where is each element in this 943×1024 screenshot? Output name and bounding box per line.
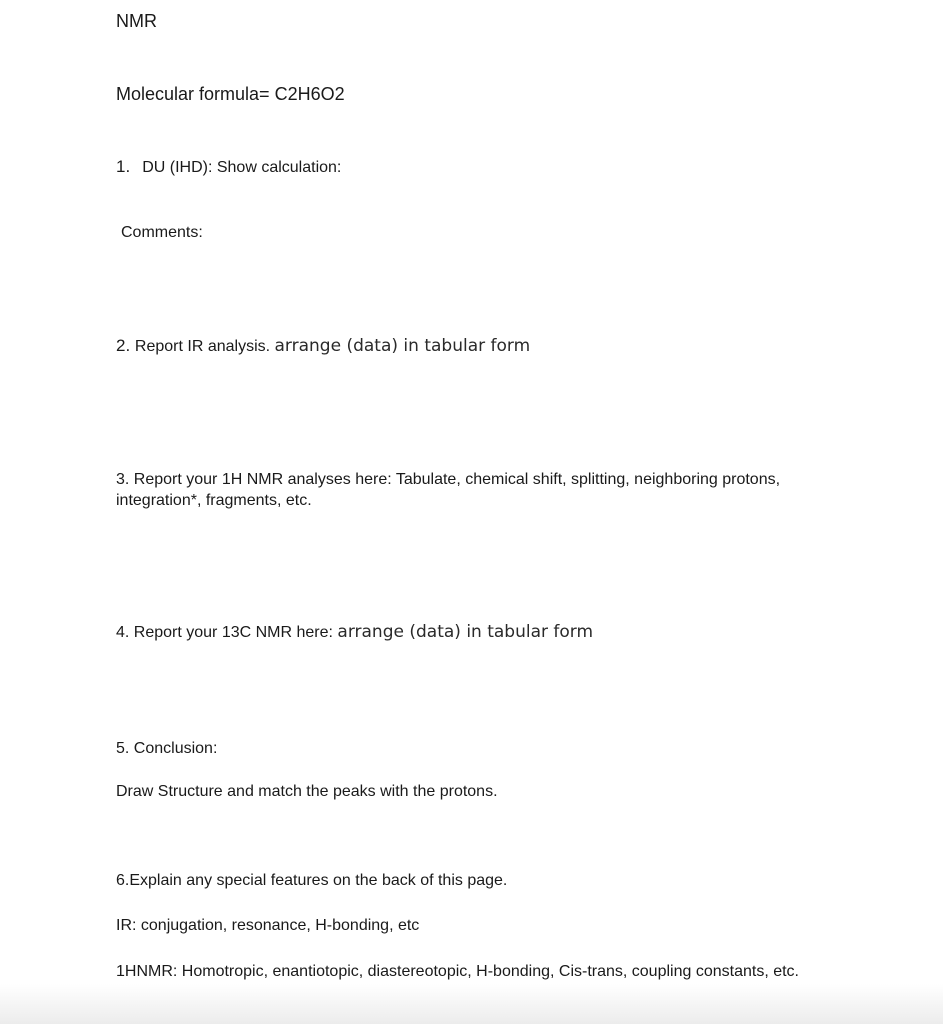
question-5-detail: Draw Structure and match the peaks with the protons. <box>116 783 498 800</box>
question-6: 6.Explain any special features on the back of this page. <box>116 872 508 889</box>
comments-label: Comments: <box>121 224 203 241</box>
question-4-lead-text: 4. Report your 13C NMR here: <box>116 624 338 641</box>
question-2-lead-text: Report IR analysis. <box>134 338 275 355</box>
question-4-rest-text: arrange (data) in tabular form <box>337 622 594 642</box>
question-5: 5. Conclusion: <box>116 740 218 757</box>
question-1 <box>116 157 341 178</box>
question-4 <box>116 622 593 643</box>
question-2 <box>116 336 530 357</box>
question-2-number: 2. <box>116 336 135 355</box>
question-1-number: 1. <box>116 157 131 176</box>
page-bottom-shadow <box>0 984 943 1024</box>
question-3: 3. Report your 1H NMR analyses here: Tabulate, chemical shift, splitting, neighboring protons, integration*, fragments, etc. <box>116 471 781 509</box>
question-2-rest-text: arrange (data) in tabular form <box>274 336 531 356</box>
page-title: NMR <box>116 11 157 31</box>
question-6-hnmr: 1HNMR: Homotropic, enantiotopic, diastereotopic, H-bonding, Cis-trans, coupling constants, etc. <box>116 963 799 980</box>
question-1-text: DU (IHD): Show calculation: <box>142 159 342 176</box>
question-6-ir: IR: conjugation, resonance, H-bonding, etc <box>116 917 420 934</box>
molecular-formula: Molecular formula= C2H6O2 <box>116 84 345 104</box>
